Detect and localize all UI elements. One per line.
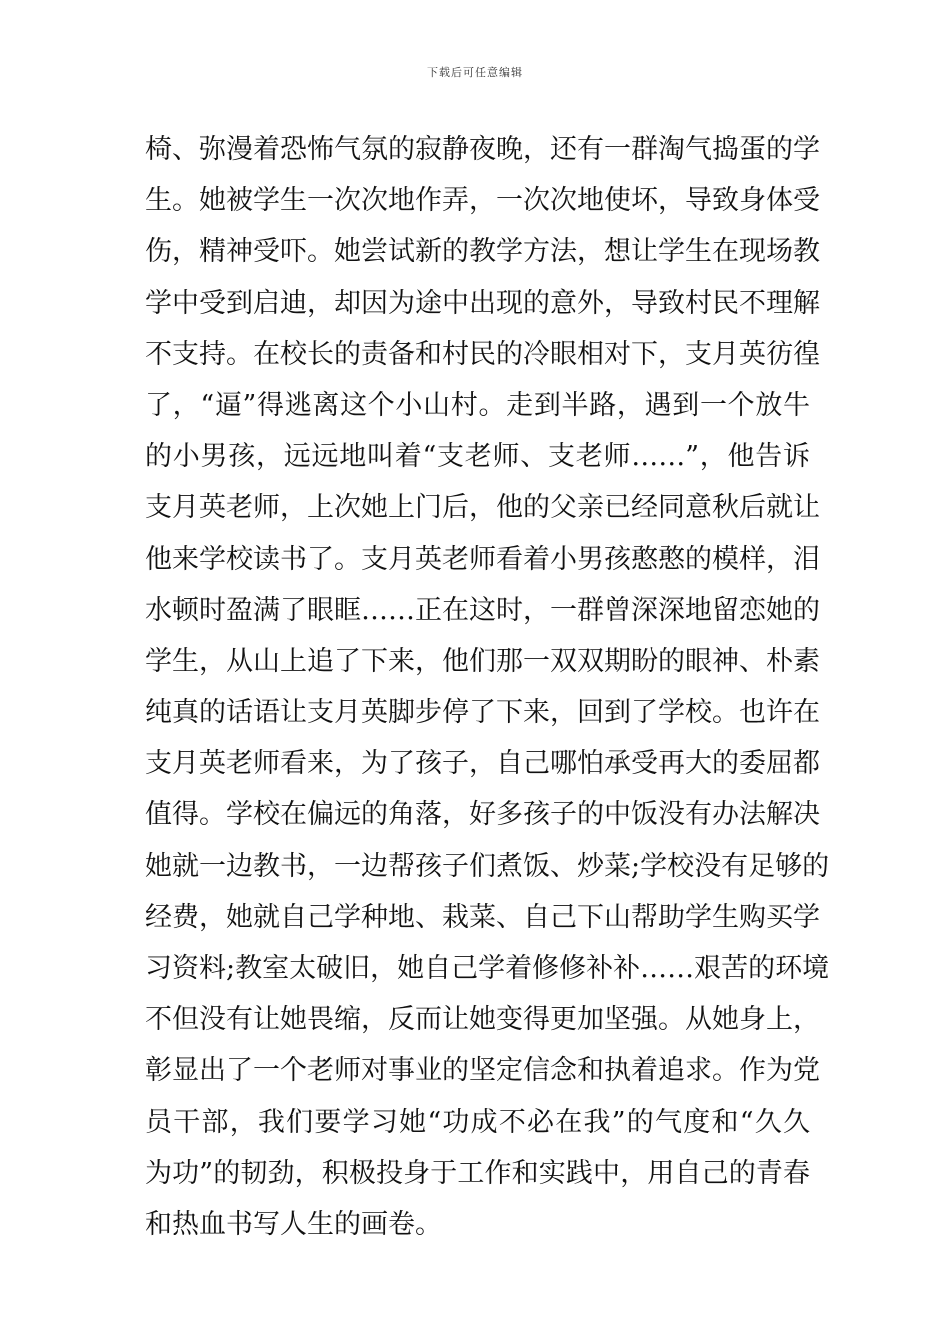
text-line: 彰显出了一个老师对事业的坚定信念和执着追求。作为党 [145,1055,820,1087]
body-paragraph [145,124,830,1250]
text-line: 不但没有让她畏缩，反而让她变得更加坚强。从她身上， [145,1004,820,1036]
text-line: 她就一边教书，一边帮孩子们煮饭、炒菜;学校没有足够的 [145,850,830,882]
text-line: 纯真的话语让支月英脚步停了下来，回到了学校。也许在 [145,697,820,729]
text-line: 支月英老师，上次她上门后，他的父亲已经同意秋后就让 [145,492,820,524]
text-line: 水顿时盈满了眼眶……正在这时，一群曾深深地留恋她的 [145,594,820,626]
text-line: 他来学校读书了。支月英老师看着小男孩憨憨的模样，泪 [145,543,820,575]
text-line: 支月英老师看来，为了孩子，自己哪怕承受再大的委屈都 [145,748,820,780]
text-line: 学生，从山上追了下来，他们那一双双期盼的眼神、朴素 [145,645,820,677]
text-line: 不支持。在校长的责备和村民的冷眼相对下，支月英彷徨 [145,338,820,370]
text-line: 和热血书写人生的画卷。 [145,1208,442,1240]
text-line: 为功”的韧劲，积极投身于工作和实践中，用自己的青春 [145,1157,810,1189]
page-header: 下载后可任意编辑 [427,66,523,79]
text-line: 了，“逼”得逃离这个小山村。走到半路，遇到一个放牛 [145,389,810,421]
text-line: 员干部，我们要学习她“功成不必在我”的气度和“久久 [145,1106,810,1138]
text-line: 的小男孩，远远地叫着“支老师、支老师……”，他告诉 [145,441,810,473]
text-line: 学中受到启迪，却因为途中出现的意外，导致村民不理解 [145,287,820,319]
text-line: 经费，她就自己学种地、栽菜、自己下山帮助学生购买学 [145,901,820,933]
text-line: 椅、弥漫着恐怖气氛的寂静夜晚，还有一群淘气捣蛋的学 [145,134,820,165]
text-line: 生。她被学生一次次地作弄，一次次地使坏，导致身体受 [145,185,820,217]
text-line: 值得。学校在偏远的角落，好多孩子的中饭没有办法解决 [145,799,820,831]
text-line: 伤，精神受吓。她尝试新的教学方法，想让学生在现场教 [145,236,820,268]
text-line: 习资料;教室太破旧，她自己学着修修补补……艰苦的环境 [145,953,830,984]
